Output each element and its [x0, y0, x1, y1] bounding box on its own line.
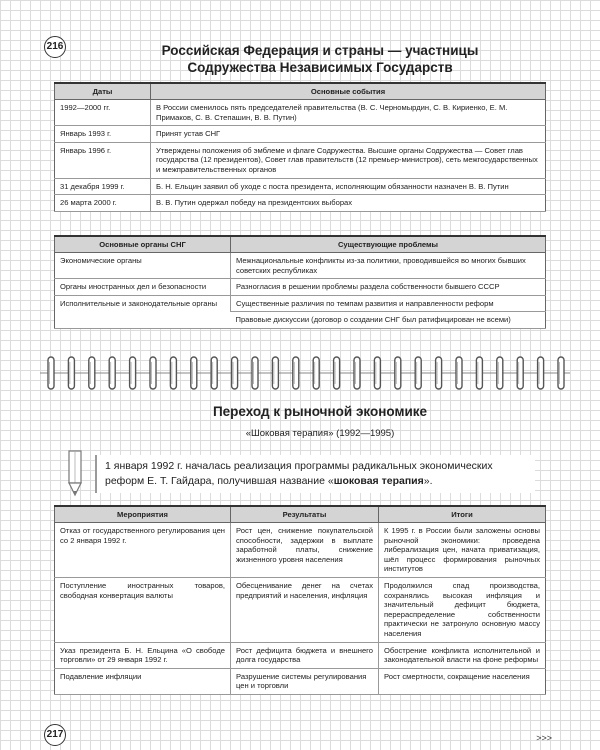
section2-subtitle: «Шоковая терапия» (1992—1995): [245, 428, 395, 439]
measures-header: Мероприятия: [55, 506, 231, 523]
measure-cell: Поступление иностранных товаров, свободная конвертация валюты: [55, 577, 231, 642]
table-row: [55, 178, 546, 195]
problem-cell: Существенные различия по темпам развития и направленности реформ: [231, 295, 546, 312]
spiral-ring: [334, 357, 340, 389]
event-cell: Принят устав СНГ: [151, 126, 546, 143]
spiral-ring: [538, 357, 544, 389]
spiral-ring: [252, 357, 258, 389]
table-row: [55, 642, 546, 668]
date-cell: Январь 1993 г.: [55, 126, 151, 143]
spiral-ring: [150, 357, 156, 389]
spiral-ring: [436, 357, 442, 389]
measure-cell: Указ президента Б. Н. Ельцина «О свободе торговли» от 29 января 1992 г.: [55, 642, 231, 668]
spiral-ring: [293, 357, 299, 389]
spiral-ring: [476, 357, 482, 389]
problem-cell: Межнациональные конфликты из-за политики, проводившейся во многих бывших советских республиках: [231, 253, 546, 279]
table-row: [55, 195, 546, 212]
event-cell: В России сменилось пять председателей правительства (В. С. Черномырдин, С. В. Кириенко, Е. М. Примаков, С. В. Степашин, В. В. Путин): [151, 100, 546, 126]
spiral-ring: [415, 357, 421, 389]
date-cell: 1992—2000 гг.: [55, 100, 151, 126]
callout-text-before: 1 января 1992 г. началась реализация программы радикальных экономических реформ Е. Т. Гайдара, получившая название «: [105, 460, 493, 487]
section1-title-line2: Содружества Независимых Государств: [187, 60, 453, 75]
organ-cell: Экономические органы: [55, 253, 231, 279]
outcome-cell: Рост смертности, сокращение населения: [379, 668, 546, 694]
date-cell: 31 декабря 1999 г.: [55, 178, 151, 195]
spiral-ring: [191, 357, 197, 389]
measure-cell: Подавление инфляции: [55, 668, 231, 694]
date-cell: Январь 1996 г.: [55, 142, 151, 178]
spiral-ring: [48, 357, 54, 389]
events-table: [54, 82, 546, 212]
page-number-top: 216: [44, 36, 66, 58]
spiral-binding: [40, 354, 570, 392]
organ-cell: Органы иностранных дел и безопасности: [55, 279, 231, 296]
spiral-ring: [395, 357, 401, 389]
events-table-header-events: Основные события: [151, 83, 546, 100]
table-row: [55, 126, 546, 143]
measure-cell: Отказ от государственного регулирования цен со 2 января 1992 г.: [55, 523, 231, 578]
table-row: [55, 523, 546, 578]
spiral-ring: [374, 357, 380, 389]
problem-cell: Разногласия в решении проблемы раздела собственности бывшего СССР: [231, 279, 546, 296]
table-row: [55, 668, 546, 694]
page-number-bottom: 217: [44, 724, 66, 746]
spiral-ring: [313, 357, 319, 389]
table-row: [55, 577, 546, 642]
spiral-ring: [89, 357, 95, 389]
event-cell: В. В. Путин одержал победу на президентских выборах: [151, 195, 546, 212]
spiral-ring: [354, 357, 360, 389]
spiral-ring: [456, 357, 462, 389]
result-cell: Рост дефицита бюджета и внешнего долга государства: [231, 642, 379, 668]
section1-title-line1: Российская Федерация и страны — участницы: [161, 43, 479, 58]
callout-bold-term: шоковая терапия: [333, 475, 424, 487]
table-row: [55, 100, 546, 126]
spiral-ring: [130, 357, 136, 389]
reform-callout: [95, 455, 535, 493]
table-row: [55, 253, 546, 279]
spiral-ring: [109, 357, 115, 389]
events-table-header-dates: Даты: [55, 83, 151, 100]
outcome-cell: Обострение конфликта исполнительной и законодательной власти на фоне реформы: [379, 642, 546, 668]
spiral-ring: [558, 357, 564, 389]
result-cell: Разрушение системы регулирования цен и торговли: [231, 668, 379, 694]
result-cell: Обесценивание денег на счетах предприятий и населения, инфляция: [231, 577, 379, 642]
section2-title: Переход к рыночной экономике: [212, 404, 428, 419]
spiral-ring: [232, 357, 238, 389]
spiral-ring: [497, 357, 503, 389]
event-cell: Утверждены положения об эмблеме и флаге Содружества. Высшие органы Содружества — Совет глав государства (12 президентов), Совет глав правительств (12 премьер-министров), сеть межгосударственных и межправительственных органов: [151, 142, 546, 178]
outcome-cell: Продолжился спад производства, сохранялись высокая инфляция и значительный дефицит бюджета, перераспределение собственности практически не затронуло основную массу населения: [379, 577, 546, 642]
organ-cell: Исполнительные и законодательные органы: [55, 295, 231, 328]
problem-cell: Правовые дискуссии (договор о создании СНГ был ратифицирован не всеми): [231, 312, 546, 329]
callout-text-after: ».: [423, 475, 433, 487]
spiral-ring: [170, 357, 176, 389]
results-header: Результаты: [231, 506, 379, 523]
event-cell: Б. Н. Ельцин заявил об уходе с поста президента, исполняющим обязанности назначен В. В. Путин: [151, 178, 546, 195]
continue-marker: >>>: [536, 733, 552, 743]
date-cell: 26 марта 2000 г.: [55, 195, 151, 212]
table-row: [55, 279, 546, 296]
table-row: [55, 295, 546, 312]
cis-organs-table: [54, 235, 546, 329]
pencil-icon: [64, 448, 86, 498]
outcome-cell: К 1995 г. в России были заложены основы рыночной экономики: проведена либерализация цен, начата приватизация, шёл процесс формирования рыночных институтов: [379, 523, 546, 578]
outcomes-header: Итоги: [379, 506, 546, 523]
reforms-table: [54, 505, 546, 695]
spiral-ring: [517, 357, 523, 389]
spiral-ring: [68, 357, 74, 389]
section1-title: [60, 42, 580, 76]
spiral-ring: [211, 357, 217, 389]
table-row: [55, 142, 546, 178]
spiral-ring: [272, 357, 278, 389]
organs-header: Основные органы СНГ: [55, 236, 231, 253]
problems-header: Существующие проблемы: [231, 236, 546, 253]
result-cell: Рост цен, снижение покупательской способности, задержки в выплате заработной платы, снижение жизненного уровня населения: [231, 523, 379, 578]
